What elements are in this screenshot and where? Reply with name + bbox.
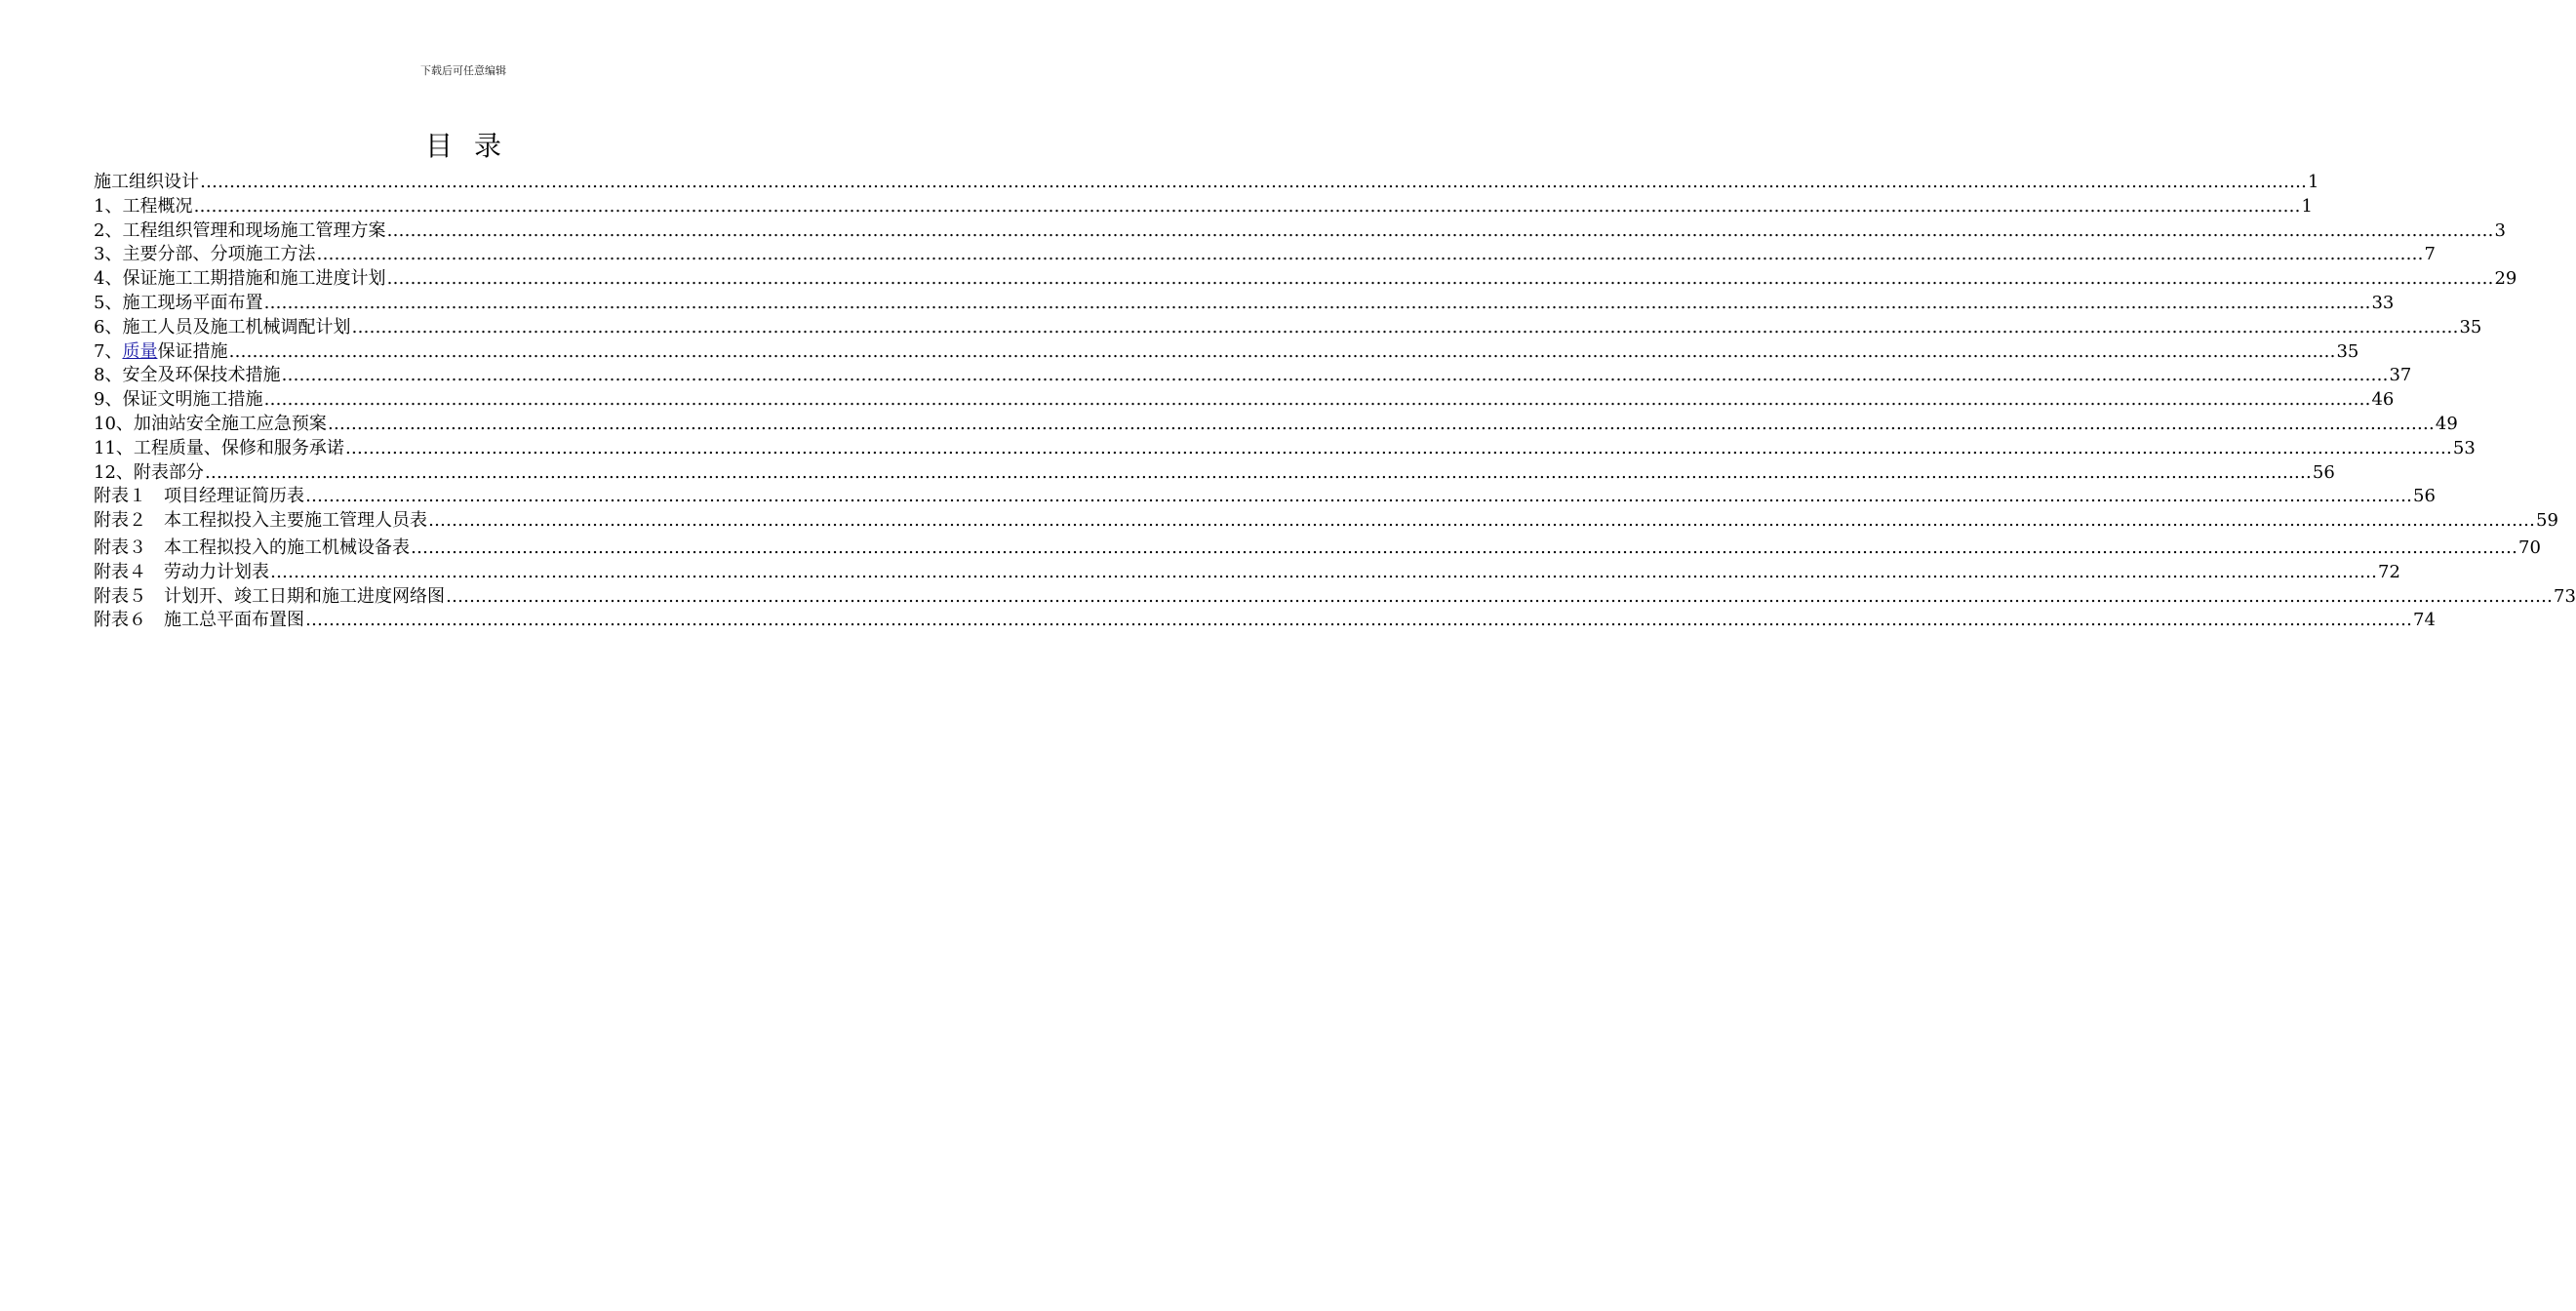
toc-dot-leader: ……………………………………………………………………………………………………………………………………………………………………………………………………………………………………………………………………………………………………………………………… — [446, 585, 2553, 607]
toc-entry-text: 附表５ 计划开、竣工日期和施工进度网络图 — [94, 585, 445, 607]
toc-entry[interactable] — [94, 388, 2395, 413]
toc-entry-text: 附表４ 劳动力计划表 — [94, 561, 269, 582]
toc-dot-leader: ……………………………………………………………………………………………………………………………………………………………………………………………………………………………………………………………………………………………………………………………… — [344, 437, 2452, 458]
toc-page-number: 56 — [2413, 486, 2436, 507]
toc-page-number: 59 — [2536, 510, 2558, 532]
toc-entry-text: 8、安全及环保技术措施 — [94, 365, 281, 386]
toc-entry-text: 2、工程组织管理和现场施工管理方案 — [94, 219, 386, 241]
toc-page-number: 56 — [2312, 461, 2335, 483]
toc-dot-leader: ……………………………………………………………………………………………………………………………………………………………………………………………………………………………………………………………………………………………………………………………… — [428, 510, 2535, 532]
toc-entry[interactable] — [94, 243, 2436, 267]
toc-entry-title — [94, 243, 315, 267]
toc-entry-title — [94, 292, 262, 316]
toc-page-number: 70 — [2518, 536, 2541, 558]
toc-page-number: 29 — [2494, 268, 2517, 290]
toc-dot-leader: ……………………………………………………………………………………………………………………………………………………………………………………………………………………………………………………………………………………………………………………………… — [200, 172, 2307, 192]
toc-entry-text: 施工组织设计 — [94, 172, 199, 192]
toc-entry-text: 7、 — [94, 340, 123, 362]
toc-dot-leader: ……………………………………………………………………………………………………………………………………………………………………………………………………………………………………………………………………………………………………………………………… — [305, 610, 2412, 631]
toc-entry-text: 4、保证施工工期措施和施工进度计划 — [94, 268, 386, 290]
toc-entry-text: 12、附表部分 — [94, 461, 204, 483]
toc-entry[interactable] — [94, 364, 2412, 388]
toc-page-number: 35 — [2459, 316, 2482, 338]
toc-entry[interactable] — [94, 461, 2335, 486]
toc-entry[interactable] — [94, 316, 2482, 340]
toc-dot-leader: ……………………………………………………………………………………………………………………………………………………………………………………………………………………………………………………………………………………………………………………………… — [281, 365, 2389, 386]
toc-entry-text: 10、加油站安全施工应急预案 — [94, 413, 327, 434]
toc-entry-title — [94, 340, 227, 365]
toc-entry-title — [94, 413, 327, 437]
toc-entry-title — [94, 171, 199, 195]
toc-entry-title — [94, 388, 262, 413]
toc-entry-text: 附表２ 本工程拟投入主要施工管理人员表 — [94, 510, 427, 532]
toc-entry[interactable] — [94, 437, 2476, 461]
toc-entry-text: 附表１ 项目经理证简历表 — [94, 486, 304, 507]
toc-entry-text: 保证措施 — [157, 340, 228, 362]
toc-page-number: 46 — [2371, 389, 2395, 411]
toc-entry-title — [94, 461, 204, 486]
toc-entry-title — [94, 585, 445, 610]
toc-page-number: 72 — [2378, 561, 2400, 582]
toc-page-number: 74 — [2413, 610, 2436, 631]
toc-entry[interactable] — [94, 561, 2400, 585]
toc-list — [94, 171, 2576, 633]
toc-dot-leader: ……………………………………………………………………………………………………………………………………………………………………………………………………………………………………………………………………………………………………………………………… — [316, 244, 2424, 265]
toc-entry-text: 附表６ 施工总平面布置图 — [94, 610, 304, 631]
toc-page-number: 3 — [2494, 219, 2506, 241]
toc-page-number: 1 — [2301, 195, 2313, 217]
toc-entry-text: 6、施工人员及施工机械调配计划 — [94, 316, 351, 338]
toc-dot-leader: ……………………………………………………………………………………………………………………………………………………………………………………………………………………………………………………………………………………………………………………………… — [263, 389, 2371, 411]
toc-entry-title — [94, 509, 427, 534]
toc-page-number: 73 — [2554, 585, 2576, 607]
toc-dot-leader: ……………………………………………………………………………………………………………………………………………………………………………………………………………………………………………………………………………………………………………………………… — [411, 536, 2517, 558]
toc-entry[interactable] — [94, 509, 2558, 534]
toc-dot-leader: ……………………………………………………………………………………………………………………………………………………………………………………………………………………………………………………………………………………………………………………………… — [351, 316, 2459, 338]
toc-entry[interactable] — [94, 171, 2319, 195]
toc-dot-leader: ……………………………………………………………………………………………………………………………………………………………………………………………………………………………………………………………………………………………………………………………… — [228, 340, 2336, 362]
toc-entry[interactable] — [94, 340, 2359, 365]
toc-entry-title — [94, 364, 280, 388]
toc-entry[interactable] — [94, 609, 2436, 633]
toc-dot-leader: ……………………………………………………………………………………………………………………………………………………………………………………………………………………………………………………………………………………………………………………………… — [270, 561, 2377, 582]
toc-dot-leader: ……………………………………………………………………………………………………………………………………………………………………………………………………………………………………………………………………………………………………………………………… — [327, 413, 2435, 434]
toc-entry[interactable] — [94, 585, 2576, 610]
toc-dot-leader: ……………………………………………………………………………………………………………………………………………………………………………………………………………………………………………………………………………………………………………………………… — [204, 461, 2312, 483]
toc-dot-leader: ……………………………………………………………………………………………………………………………………………………………………………………………………………………………………………………………………………………………………………………………… — [386, 219, 2494, 241]
toc-page-number: 37 — [2389, 365, 2412, 386]
toc-entry-text: 3、主要分部、分项施工方法 — [94, 244, 316, 265]
page-header-note: 下载后可任意编辑 — [420, 64, 506, 77]
toc-page-number: 49 — [2435, 413, 2458, 434]
toc-entry-text: 11、工程质量、保修和服务承诺 — [94, 437, 344, 458]
toc-entry-title — [94, 609, 304, 633]
toc-entry-title — [94, 316, 350, 340]
toc-entry[interactable] — [94, 267, 2517, 292]
toc-entry-title — [94, 536, 410, 561]
toc-dot-leader: ……………………………………………………………………………………………………………………………………………………………………………………………………………………………………………………………………………………………………………………………… — [193, 195, 2301, 217]
toc-entry-title — [94, 561, 269, 585]
toc-entry[interactable] — [94, 413, 2458, 437]
toc-dot-leader: ……………………………………………………………………………………………………………………………………………………………………………………………………………………………………………………………………………………………………………………………… — [263, 292, 2371, 313]
toc-page-number: 7 — [2424, 244, 2436, 265]
toc-entry-text: 9、保证文明施工措施 — [94, 389, 263, 411]
toc-entry-text: 1、工程概况 — [94, 195, 193, 217]
toc-entry-title — [94, 485, 304, 509]
toc-entry-title — [94, 219, 385, 244]
toc-entry[interactable] — [94, 195, 2313, 219]
toc-dot-leader: ……………………………………………………………………………………………………………………………………………………………………………………………………………………………………………………………………………………………………………………………… — [386, 268, 2494, 290]
toc-entry[interactable] — [94, 219, 2506, 244]
toc-page-number: 33 — [2371, 292, 2395, 313]
toc-page-number: 35 — [2336, 340, 2359, 362]
toc-entry[interactable] — [94, 292, 2395, 316]
toc-entry-title — [94, 195, 192, 219]
toc-title: 目录 — [424, 130, 523, 162]
toc-entry-text: 5、施工现场平面布置 — [94, 292, 263, 313]
toc-dot-leader: ……………………………………………………………………………………………………………………………………………………………………………………………………………………………………………………………………………………………………………………………… — [305, 486, 2412, 507]
toc-entry-link[interactable]: 质量 — [122, 340, 158, 362]
toc-entry-text: 附表３ 本工程拟投入的施工机械设备表 — [94, 536, 410, 558]
toc-entry-title — [94, 437, 344, 461]
toc-entry[interactable] — [94, 485, 2436, 509]
toc-page-number: 53 — [2452, 437, 2476, 458]
toc-entry-title — [94, 267, 385, 292]
toc-page-number: 1 — [2308, 172, 2319, 192]
toc-entry[interactable] — [94, 536, 2541, 561]
